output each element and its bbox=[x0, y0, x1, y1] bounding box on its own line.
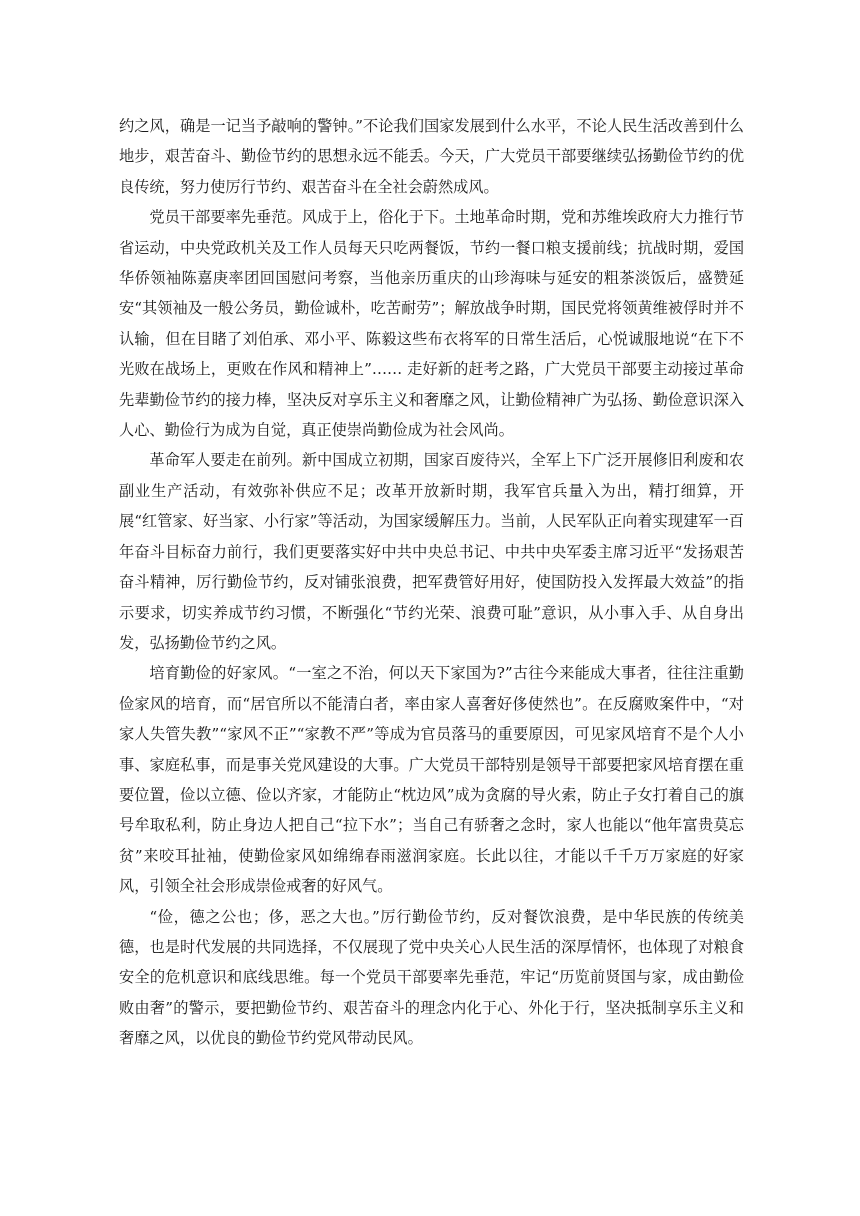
paragraph-continuation: 约之风，确是一记当予敲响的警钟。”不论我们国家发展到什么水平，不论人民生活改善到什么地步，艰苦奋斗、勤俭节约的思想永远不能丢。今天，广大党员干部要继续弘扬勤俭节约的优良传统，努力使厉行节约、艰苦奋斗在全社会蔚然成风。 bbox=[119, 117, 744, 196]
paragraph-conclusion: “俭，德之公也；侈，恶之大也。”厉行勤俭节约，反对餐饮浪费，是中华民族的传统美德，也是时代发展的共同选择，不仅展现了党中央关心人民生活的深厚情怀，也体现了对粮食安全的危机意识和底线思维。每一个党员干部要率先垂范，牢记“历览前贤国与家，成由勤俭败由奢”的警示，要把勤俭节约、艰苦奋斗的理念内化于心、外化于行，坚决抵制享乐主义和奢靡之风，以优良的勤俭节约党风带动民风。 bbox=[119, 907, 744, 1048]
paragraph-military: 革命军人要走在前列。新中国成立初期，国家百废待兴，全军上下广泛开展修旧利废和农副业生产活动，有效弥补供应不足；改革开放新时期，我军官兵量入为出，精打细算，开展“红管家、好当家、小行家”等活动，为国家缓解压力。当前，人民军队正向着实现建军一百年奋斗目标奋力前行，我们更要落实好中共中央总书记、中共中央军委主席习近平“发扬艰苦奋斗精神，厉行勤俭节约，反对铺张浪费，把军费管好用好，使国防投入发挥最大效益”的指示要求，切实养成节约习惯，不断强化“节约光荣、浪费可耻”意识，从小事入手、从自身出发，弘扬勤俭节约之风。 bbox=[119, 451, 744, 652]
article-body bbox=[119, 111, 744, 1054]
paragraph-party-cadres: 党员干部要率先垂范。风成于上，俗化于下。土地革命时期，党和苏维埃政府大力推行节省运动，中央党政机关及工作人员每天只吃两餐饭，节约一餐口粮支援前线；抗战时期，爱国华侨领袖陈嘉庚率团回国慰问考察，当他亲历重庆的山珍海味与延安的粗茶淡饭后，盛赞延安“其领袖及一般公务员，勤俭诚朴，吃苦耐劳”；解放战争时期，国民党将领黄维被俘时并不认输，但在目睹了刘伯承、邓小平、陈毅这些布衣将军的日常生活后，心悦诚服地说“在下不光败在战场上，更败在作风和精神上”…… 走好新的赶考之路，广大党员干部要主动接过革命先辈勤俭节约的接力棒，坚决反对享乐主义和奢靡之风，让勤俭精神广为弘扬、勤俭意识深入人心、勤俭行为成为自觉，真正使崇尚勤俭成为社会风尚。 bbox=[119, 208, 744, 440]
paragraph-family-style: 培育勤俭的好家风。“一室之不治，何以天下家国为?”古往今来能成大事者，往往注重勤俭家风的培育，而“居官所以不能清白者，率由家人喜奢好侈使然也”。在反腐败案件中，“对家人失管失教”“家风不正”“家教不严”等成为官员落马的重要原因，可见家风培育不是个人小事、家庭私事，而是事关党风建设的大事。广大党员干部特别是领导干部要把家风培育摆在重要位置，俭以立德、俭以齐家，才能防止“枕边风”成为贪腐的导火索，防止子女打着自己的旗号牟取私利，防止身边人把自己“拉下水”；当自己有骄奢之念时，家人也能以“他年富贵莫忘贫”来咬耳扯袖，使勤俭家风如绵绵春雨滋润家庭。长此以往，才能以千千万万家庭的好家风，引领全社会形成崇俭戒奢的好风气。 bbox=[119, 664, 744, 896]
